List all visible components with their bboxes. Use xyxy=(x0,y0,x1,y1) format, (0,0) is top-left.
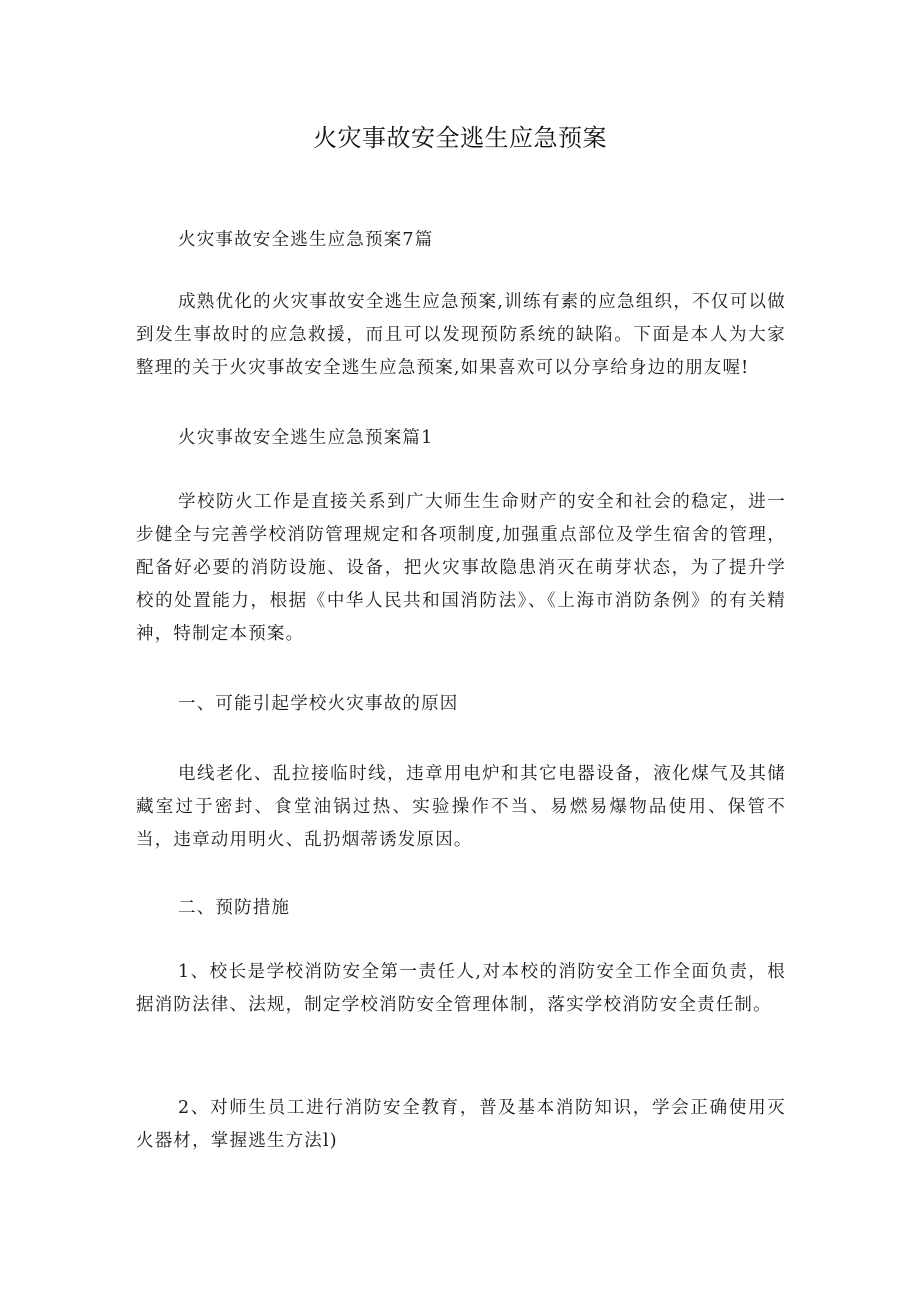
section-heading-2: 二、预防措施 xyxy=(178,898,291,918)
section-heading-1: 一、可能引起学校火灾事故的原因 xyxy=(178,694,459,714)
body-paragraph-2: 电线老化、乱拉接临时线，违章用电炉和其它电器设备，液化煤气及其储藏室过于密封、食堂油锅过热、实验操作不当、易燃易爆物品使用、保管不当，违章动用明火、乱扔烟蒂诱发原因。 xyxy=(136,764,786,850)
body-paragraph-1: 学校防火工作是直接关系到广大师生生命财产的安全和社会的稳定，进一步健全与完善学校消防管理规定和各项制度,加强重点部位及学生宿舍的管理，配备好必要的消防设施、设备，把火灾事故隐患消灭在萌芽状态，为了提升学校的处置能力，根据《中华人民共和国消防法》、《上海市消防条例》的有关精神，特制定本预案。 xyxy=(136,492,786,644)
section-title: 火灾事故安全逃生应急预案篇1 xyxy=(178,428,434,448)
document-subtitle: 火灾事故安全逃生应急预案7篇 xyxy=(178,230,434,250)
list-item-2: 2、对师生员工进行消防安全教育，普及基本消防知识，学会正确使用灭火器材，掌握逃生方法l) xyxy=(136,1098,786,1151)
intro-paragraph: 成熟优化的火灾事故安全逃生应急预案,训练有素的应急组织，不仅可以做到发生事故时的应急救援，而且可以发现预防系统的缺陷。下面是本人为大家整理的关于火灾事故安全逃生应急预案,如果喜欢可以分享给身边的朋友喔! xyxy=(136,292,786,378)
list-item-1: 1、校长是学校消防安全第一责任人,对本校的消防安全工作全面负责，根据消防法律、法规，制定学校消防安全管理体制，落实学校消防安全责任制。 xyxy=(136,962,786,1015)
document-title: 火灾事故安全逃生应急预案 xyxy=(313,124,607,152)
